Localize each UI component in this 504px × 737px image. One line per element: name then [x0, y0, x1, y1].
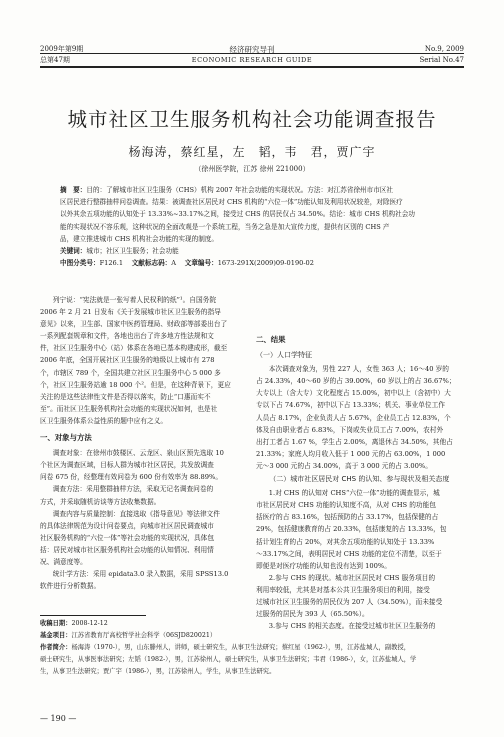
page-number: — 190 — — [40, 714, 77, 723]
abstract — [60, 184, 444, 269]
header-rule-thin — [40, 53, 464, 54]
intro-paragraph: 列宁说：“宪法就是一张写着人民权利的纸”¹。自国务院 2006 年 2 月 21 日发布《关于发展城市社区卫生服务的指导 意见》以来，卫生部、国家中医药管理局、财政部等部委出台了 一系列配套规章和文件，各地也出台了许多地方性法规和文 件，社区卫生服务中心（站）体系在各地已基本构建成形，截至 2006 年底，全国开展社区卫生服务的地级以上城市有 278 个，市辖区 789 个，全国共建立社区卫生服务中心 5 000 多 个，社区卫生服务站逾 18 000 个²。但是，在这种背景下，更应 关注的是这些法律性文件是否得以落实，防止“口惠而实不 至”。而社区卫生服务机构社会功能的实现状况如何，也是社 区卫生服务体系公益性质的题中应有之义。 — [40, 296, 231, 425]
keywords: 关键词：城市；社区卫生服务；社会功能 — [60, 247, 179, 256]
subsection-heading-demographics: （一）人口学特征 — [256, 351, 312, 360]
journal-name-cn: 经济研究导刊 — [229, 45, 275, 54]
section-heading-results: 二、结果 — [256, 335, 286, 344]
classification-line: 中图分类号：F126.1 文献标志码：A 文章编号：1673-291X(2009)09-0190-02 — [60, 259, 314, 268]
footnote-rule — [40, 615, 146, 616]
footnote-block: 收稿日期：2008-12-12 基金项目：江苏省教育厅高校哲学社会科学（06SJD820021） 作者简介：杨海涛（1970-），男，山东滕州人，讲师，硕士研究生，从事卫生法研究；蔡红星（1962-），男，江苏盐城人，副教授， 硕士研究生，从事医事法研究；左韬（1982-），男，江苏徐州人，硕士研究生，从事卫生法研究；韦君（1986-），女，江苏盐城人，学 生，从事卫生法研究；贾广宇（1986-），男，江苏徐州人，学生，从事卫生法研究。 — [40, 618, 464, 678]
number-label: No.9, 2009 — [424, 45, 464, 53]
total-issue-label: 总第47期 — [40, 56, 70, 64]
received-date: 收稿日期：2008-12-12 — [40, 620, 108, 627]
abstract-line: 能的实现状况不容乐观，这种状况的全面改观是一个系统工程，当务之急是加大宣传力度，提供有区别的 CHS 产 — [60, 222, 390, 231]
journal-name-en: ECONOMIC RESEARCH GUIDE — [191, 56, 313, 64]
demographics-paragraph: 本次调查对象为，男性 227 人，女性 363 人；16～40 岁的 占 24.33%，40～60 岁的占 39.00%，60 岁以上的占 36.67%； 大专以上（含大专）文化程度占 15.00%，初中以上（含初中）大 专以下占 74.67%，初中以下占 13.33%；机关、事业单位工作 人员占 8.17%，企业负责人占 5.67%，企业员工占 12.83%，个 体及自由职业者占 6.83%，下岗或失业员工占 7.00%，农村外 出打工者占 1.67 %，学生占 2.00%，离退休占 34.50%，其他占 21.33%；家庭人均月收入低于 1 000 元的占 63.00%，1 000 元～3 000 元的占 34.00%，高于 3 000 元的占 3.00%。 — [256, 365, 456, 470]
affiliation: （徐州医学院，江苏 徐州 221000） — [194, 165, 310, 173]
right-column — [256, 334, 464, 632]
fund-info: 基金项目：江苏省教育厅高校哲学社会科学（06SJD820021） — [40, 632, 217, 639]
awareness-paragraph: 1.对 CHS 的认知对 CHS“六位一体”功能的调查显示，城 市社区居民对 CHS 功能的认知度不高，从对 CHS 的功能包 括医疗的占 83.16%，包括预防的占 33.17%，包括保健的占 29%，包括健康教育的占 20.33%，包括康复的占 13.33%，包 括计划生育的占 20%，对其余五项功能的认知处于 13.33% ～33.17%之间，表明居民对 CHS 功能的定位不清楚，以至于 即便是对医疗功能的认知也没有达到 100%。 2.参与 CHS 的现状。城市社区居民对 CHS 服务项目的 利用率较低，尤其是对基本公共卫生服务项目的利用，接受 过城市社区卫生服务的居民仅为 207 人（34.50%），而未接受 过服务的居民为 393 人（65.50%）。 3.参与 CHS 的相关态度。在接受过城市社区卫生服务的 — [256, 489, 447, 631]
author-list: 杨海涛，蔡红星，左 韬，韦 君，贾广宇 — [128, 145, 376, 159]
header-rule-thick — [40, 66, 464, 68]
left-column — [40, 294, 248, 592]
subsection-heading-awareness: （二）城市社区居民对 CHS 的认知、参与现状及相关态度 — [269, 475, 450, 484]
abstract-line: 区居民进行整群抽样问卷调查。结果：被调查社区居民对 CHS 机构的“六位一体”功能认知及利用状况较差，对除医疗 — [60, 198, 403, 207]
abstract-line: 以外其余五项功能的认知处于 13.33%~33.17%之间，接受过 CHS 的居民仅占 34.50%。结论：城市 CHS 机构社会功 — [60, 210, 415, 219]
methods-paragraph: 调查对象：在徐州市鼓楼区、云龙区、泉山区预先选取 10 个社区为调查区域，目标人群为城市社区居民，共发放调查 问卷 675 份，经整理有效问卷为 600 份有效率为 88.89%。 调查方法：采用整群抽样方法，采取无记名调查问卷的 方式，并采取随机访谈等方法收集数据。 调查内容与质量控制：直接选取《指导意见》等法律文件 的具体法律规范为设计问卷要点，向城市社区居民调查城市 社区服务机构的“六位一体”等社会功能的实现状况，具体包 括：居民对城市社区服务机构社会功能的认知情况、利用情 况、满意度等。 统计学方法：采用 epidata3.0 录入数据，采用 SPSS13.0 软件进行分析数据。 — [40, 449, 229, 591]
serial-label: Serial No.47 — [419, 56, 464, 64]
author-bio: 作者简介：杨海涛（1970-），男，山东滕州人，讲师，硕士研究生，从事卫生法研究；蔡红星（1962-），男，江苏盐城人，副教授， — [40, 644, 411, 651]
abstract-line: 摘 要：目的：了解城市社区卫生服务（CHS）机构 2007 年社会功能的实现状况。方法：对江苏省徐州市市区社 — [60, 186, 394, 194]
abstract-line: 品，建立推进城市 CHS 机构社会功能的实现的制度。 — [60, 234, 218, 243]
keywords-label: 关键词： — [60, 247, 87, 256]
abstract-label: 摘 要： — [60, 186, 87, 194]
section-heading-methods: 一、对象与方法 — [40, 433, 92, 443]
issue-label: 2009年第9期 — [40, 45, 84, 53]
article-title: 城市社区卫生服务机构社会功能调查报告 — [67, 108, 437, 131]
